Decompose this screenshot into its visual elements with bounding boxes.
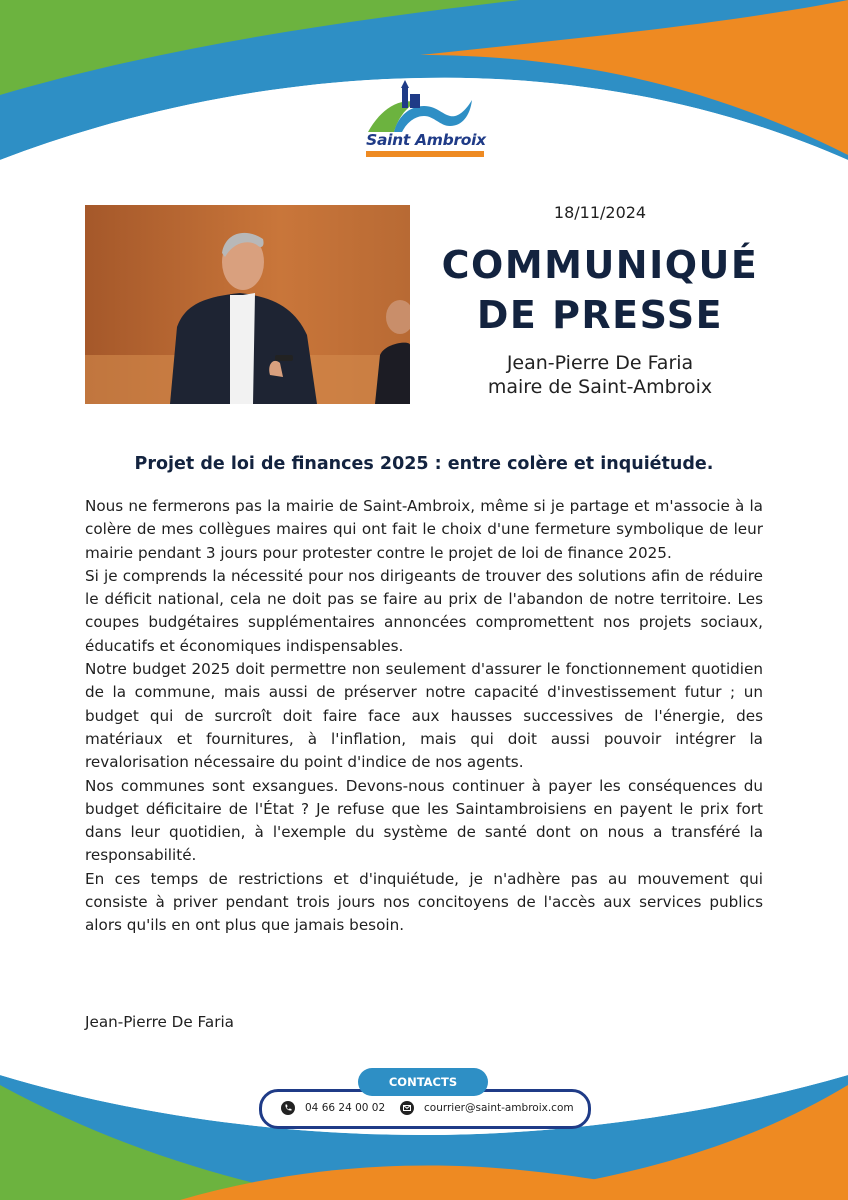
contact-email-text: courrier@saint-ambroix.com xyxy=(424,1102,574,1114)
article-body xyxy=(85,495,763,938)
author-role: maire de Saint-Ambroix xyxy=(487,376,713,398)
contact-email[interactable] xyxy=(400,1101,574,1115)
contacts-label: CONTACTS xyxy=(358,1068,488,1096)
author-name: Jean-Pierre De Faria xyxy=(506,352,694,374)
title-line-1: COMMUNIQUÉ xyxy=(441,243,759,287)
paragraph: Nos communes sont exsangues. Devons-nous continuer à payer les conséquences du budget déficitaire de l'État ? Je refuse que les Saintambroisiens en payent le prix fort dans leur quotidien, à l'exemple du système de santé dont on nous a transféré la responsabilité. xyxy=(85,776,763,865)
author-block xyxy=(440,351,760,399)
logo-underline xyxy=(366,151,484,157)
contact-phone[interactable] xyxy=(281,1101,385,1115)
paragraph: Nous ne fermerons pas la mairie de Saint-Ambroix, même si je partage et m'associe à la colère de mes collègues maires qui ont fait le choix d'une fermeture symbolique de leur mairie pendant 3 jours pour protester contre le projet de loi de finance 2025. xyxy=(85,497,763,562)
contact-phone-text: 04 66 24 00 02 xyxy=(305,1102,386,1114)
logo-name: Saint Ambroix xyxy=(366,131,486,149)
mayor-photo xyxy=(85,205,410,404)
page-title xyxy=(420,240,780,340)
signature: Jean-Pierre De Faria xyxy=(85,1013,234,1031)
date: 18/11/2024 xyxy=(553,203,647,222)
phone-icon xyxy=(281,1101,295,1115)
article-heading: Projet de loi de finances 2025 : entre colère et inquiétude. xyxy=(134,454,714,474)
paragraph: Si je comprends la nécessité pour nos dirigeants de trouver des solutions afin de réduire le déficit national, cela ne doit pas se faire au prix de l'abandon de notre territoire. Les coupes budgétaires supplémentaires annoncées compromettent nos projets sociaux, éducatifs et économiques indispensables. xyxy=(85,566,763,655)
paragraph: Notre budget 2025 doit permettre non seulement d'assurer le fonctionnement quotidien de la commune, mais aussi de préserver notre capacité d'investissement futur ; un budget qui de surcroît doit faire face aux hausses successives de l'énergie, des matériaux et fournitures, à l'inflation, mais qui doit aussi pouvoir intégrer la revalorisation nécessaire du point d'indice de nos agents. xyxy=(85,660,763,772)
email-icon xyxy=(400,1101,414,1115)
paragraph: En ces temps de restrictions et d'inquiétude, je n'adhère pas au mouvement qui consiste à priver pendant trois jours nos concitoyens de l'accès aux services publics alors qu'ils en ont plus que jamais besoin. xyxy=(85,869,763,935)
title-line-2: DE PRESSE xyxy=(476,293,724,337)
